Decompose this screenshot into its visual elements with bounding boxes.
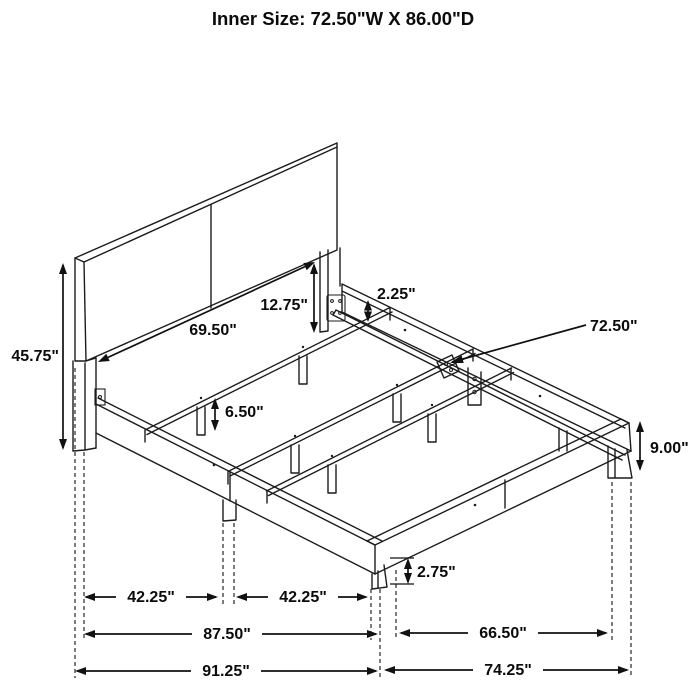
dim-label: 9.00": [650, 440, 689, 457]
dim-label: 74.25": [484, 662, 532, 679]
slat-leg: [291, 445, 299, 473]
dim-label: 42.25": [127, 589, 175, 606]
slat-leg: [328, 465, 336, 493]
bed-frame-drawing: [73, 143, 632, 589]
dim-label: 87.50": [203, 626, 251, 643]
foot-right-floor-leg: [608, 446, 632, 478]
dim-slat-leg-height: [211, 398, 264, 431]
slat-leg: [393, 394, 401, 422]
dim-label: 42.25": [279, 589, 327, 606]
slat-rail-3: [267, 368, 514, 503]
dim-label: 45.75": [11, 348, 59, 365]
dim-left-span-overall: [75, 661, 378, 680]
dim-label: 91.25": [202, 663, 250, 680]
foot-rail: [367, 419, 631, 574]
slat-rail-1: [145, 308, 392, 443]
dim-headboard-height: [11, 263, 67, 450]
headboard-left-leg: [73, 358, 105, 451]
dim-side-rail-height: [636, 421, 689, 471]
dim-label: 72.50": [590, 318, 638, 335]
dim-right-span-inner: [399, 623, 608, 642]
slat-leg: [428, 414, 436, 442]
dim-label: 69.50": [189, 322, 237, 339]
dim-leg-spacing-back: [236, 587, 368, 606]
slat-leg: [197, 407, 205, 435]
dim-label: 12.75": [260, 297, 308, 314]
dim-left-span-inner: [84, 624, 378, 643]
dim-leg-spacing-front: [84, 587, 218, 606]
dim-label: 2.25": [377, 286, 416, 303]
slat-leg: [299, 356, 307, 384]
left-side-rail: [96, 398, 382, 574]
dim-label: 66.50": [479, 625, 527, 642]
foot-left-floor-leg: [372, 565, 387, 589]
dim-right-span-overall: [384, 660, 629, 679]
dim-label: 2.75": [417, 564, 456, 581]
page-title: Inner Size: 72.50"W X 86.00"D: [211, 8, 475, 29]
dim-label: 6.50": [225, 404, 264, 421]
